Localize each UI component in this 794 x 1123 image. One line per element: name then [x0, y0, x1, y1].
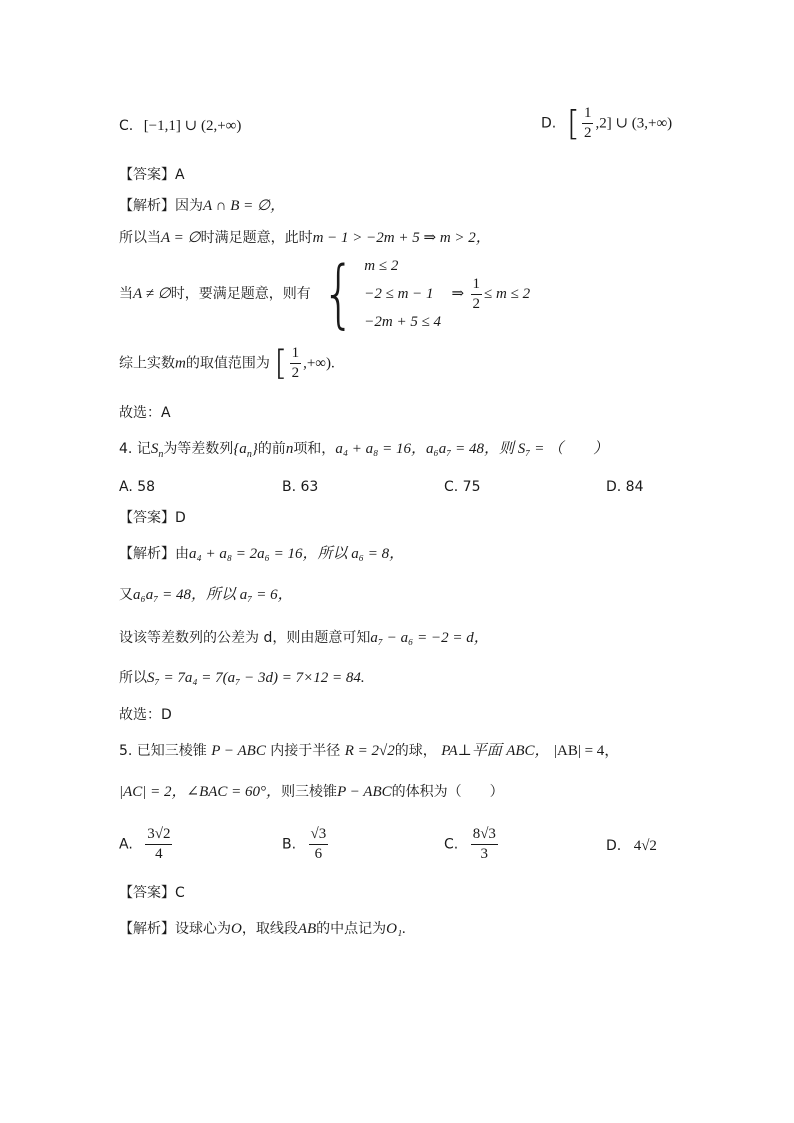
- q5-analysis-line1: 【解析】设球心为O，取线段AB的中点记为O₁.: [119, 921, 406, 937]
- q4-analysis-line1: 【解析】由a₄ + a₈ = 2a₆ = 16，所以 a₆ = 8，: [119, 546, 405, 562]
- system-row: −2m + 5 ≤ 4: [364, 314, 442, 330]
- q4-answer: 【答案】D: [119, 510, 186, 526]
- system-row: −2 ≤ m − 1: [364, 286, 434, 302]
- q3-option-d-frac: $\frac{1}{2}$: [583, 105, 592, 141]
- system-row: m ≤ 2: [364, 258, 399, 274]
- q5-option-d: D. 4√2: [606, 838, 657, 854]
- q3-analysis-line3: 当A ≠ ∅时，要满足题意，则有 { m ≤ 2 −2 ≤ m − 1 −2m + 5 ≤ 4 ⇒ $\frac{1}{2}$ ≤ m ≤ 2: [119, 251, 531, 337]
- left-brace-icon: {: [322, 251, 356, 337]
- inequality-system: [315, 251, 442, 337]
- q3-conclusion: 故选：A: [119, 405, 171, 421]
- q4-analysis-line3: 设该等差数列的公差为 d，则由题意可知a₇ − a₆ = −2 = d，: [119, 630, 489, 646]
- q3-option-c-expr: [−1,1] ∪ (2,+∞): [143, 118, 242, 134]
- q4-option-b: B. 63: [282, 479, 319, 495]
- q3-range-frac: $\frac{1}{2}$: [291, 345, 300, 381]
- q4-analysis-line2: 又a₆a₇ = 48，所以 a₇ = 6，: [119, 587, 293, 603]
- q5-stem-line2: |AC| = 2，∠BAC = 60°，则三棱锥P − ABC的体积为（ ）: [119, 784, 504, 800]
- q4-option-a: A. 58: [119, 479, 156, 495]
- q4-option-c: C. 75: [444, 479, 481, 495]
- q3-fraction-half: $\frac{1}{2}$: [472, 275, 481, 312]
- q3-analysis-line4: 综上实数m的取值范围为 [ $\frac{1}{2}$ ,+∞).: [119, 343, 335, 384]
- q3-answer: 【答案】A: [119, 167, 185, 183]
- q4-option-d: D. 84: [606, 479, 644, 495]
- q3-analysis-line1: 【解析】因为A ∩ B = ∅，: [119, 198, 286, 214]
- q3-option-c: C. [−1,1] ∪ (2,+∞): [119, 118, 242, 134]
- q5-answer: 【答案】C: [119, 885, 185, 901]
- q3-option-d: D. [ $\frac{1}{2}$ ,2] ∪ (3,+∞): [541, 103, 673, 144]
- q4-stem: 4. 记$S_n$为等差数列$\{a_n\}$的前n项和，a₄ + a₈ = 16，a₆a₇ = 48，则 S₇ = （ ）: [119, 441, 609, 460]
- q5-option-b: B. $\frac{√3}{6}$: [282, 826, 327, 862]
- q5-stem-line1: 5. 已知三棱锥 P − ABC 内接于半径 R = 2√2的球， PA⊥平面 ABC， |AB| = 4，: [119, 743, 620, 759]
- q3-analysis-line2: 所以当A = ∅时满足题意，此时m − 1 > −2m + 5 ⇒ m > 2，: [119, 230, 491, 246]
- q5-option-a: A. $\frac{3√2}{4}$: [119, 826, 171, 862]
- q5-option-c: C. $\frac{8√3}{3}$: [444, 826, 496, 862]
- q4-analysis-line4: 所以S₇ = 7a₄ = 7(a₇ − 3d) = 7×12 = 84.: [119, 670, 365, 686]
- q4-conclusion: 故选：D: [119, 707, 172, 723]
